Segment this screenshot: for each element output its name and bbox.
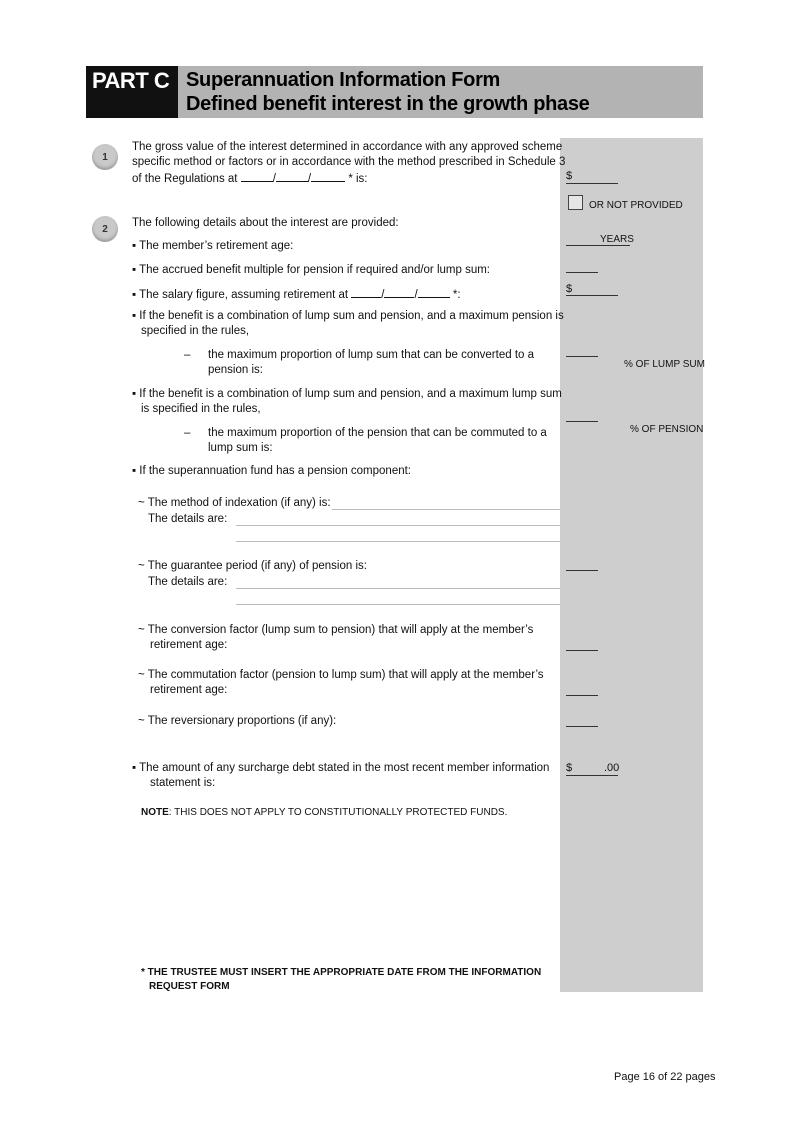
section-1-line2: specific method or factors or in accordance with the method prescribed in Schedule 3 bbox=[132, 156, 566, 168]
surcharge-line2: statement is: bbox=[150, 777, 216, 789]
section-2-intro: The following details about the interest are provided: bbox=[132, 217, 399, 229]
guarantee-details-label: The details are: bbox=[148, 576, 228, 588]
salary-dollar: $ bbox=[566, 283, 573, 295]
salary-date-month[interactable] bbox=[384, 286, 414, 298]
form-title bbox=[178, 66, 703, 118]
combo-lump-line1: ▪ If the benefit is a combination of lump sum and pension, and a maximum lump sum bbox=[132, 388, 562, 400]
date-day-field[interactable] bbox=[241, 170, 273, 182]
combo-lump-line2: is specified in the rules, bbox=[141, 403, 261, 415]
commutation-line1: ~ The commutation factor (pension to lump sum) that will apply at the member’s bbox=[138, 669, 544, 681]
salary-figure-label: ▪ The salary figure, assuming retirement at / / *: bbox=[132, 286, 461, 303]
surcharge-cents: .00 bbox=[604, 762, 620, 774]
retirement-age-field[interactable] bbox=[566, 245, 630, 246]
max-pension-line2: lump sum is: bbox=[208, 442, 273, 454]
section-1-line1: The gross value of the interest determined in accordance with any approved scheme bbox=[132, 141, 563, 153]
indexation-label: ~ The method of indexation (if any) is: bbox=[138, 497, 331, 509]
indexation-details-label: The details are: bbox=[148, 513, 228, 525]
max-lump-line1: the maximum proportion of lump sum that can be converted to a bbox=[208, 349, 534, 361]
conversion-line1: ~ The conversion factor (lump sum to pension) that will apply at the member’s bbox=[138, 624, 534, 636]
pension-component-label: ▪ If the superannuation fund has a pension component: bbox=[132, 465, 411, 477]
combo-pension-line1: ▪ If the benefit is a combination of lump sum and pension, and a maximum pension is bbox=[132, 310, 564, 322]
pct-pension-label: % OF PENSION bbox=[630, 424, 704, 435]
gross-value-field[interactable] bbox=[566, 183, 618, 184]
max-pension-field[interactable] bbox=[566, 421, 598, 422]
date-month-field[interactable] bbox=[276, 170, 308, 182]
guarantee-details-field-2[interactable] bbox=[236, 604, 560, 605]
salary-field[interactable] bbox=[566, 295, 618, 296]
reversionary-label: ~ The reversionary proportions (if any): bbox=[138, 715, 337, 727]
dash: – bbox=[184, 427, 191, 439]
indexation-field[interactable] bbox=[332, 509, 560, 510]
answer-column bbox=[560, 138, 703, 992]
gross-value-dollar: $ bbox=[566, 170, 573, 182]
accrued-multiple-label: ▪ The accrued benefit multiple for pension if required and/or lump sum: bbox=[132, 264, 490, 276]
footnote-line1: * THE TRUSTEE MUST INSERT THE APPROPRIATE DATE FROM THE INFORMATION bbox=[141, 967, 542, 978]
conversion-line2: retirement age: bbox=[150, 639, 228, 651]
reversionary-field[interactable] bbox=[566, 726, 598, 727]
date-year-field[interactable] bbox=[311, 170, 345, 182]
footnote-line2: REQUEST FORM bbox=[149, 981, 230, 992]
max-lump-field[interactable] bbox=[566, 356, 598, 357]
conversion-field[interactable] bbox=[566, 650, 598, 651]
surcharge-dollar: $ bbox=[566, 762, 573, 774]
salary-date-year[interactable] bbox=[418, 286, 450, 298]
max-lump-line2: pension is: bbox=[208, 364, 263, 376]
part-label: PART C bbox=[86, 66, 178, 118]
form-title-line2: Defined benefit interest in the growth phase bbox=[186, 93, 590, 115]
page-number: Page 16 of 22 pages bbox=[614, 1071, 716, 1083]
retirement-age-label: ▪ The member’s retirement age: bbox=[132, 240, 294, 252]
form-title-line1: Superannuation Information Form bbox=[186, 69, 501, 91]
combo-pension-line2: specified in the rules, bbox=[141, 325, 250, 337]
indexation-details-field-2[interactable] bbox=[236, 541, 560, 542]
not-provided-checkbox[interactable] bbox=[568, 195, 583, 210]
dash: – bbox=[184, 349, 191, 361]
indexation-details-field-1[interactable] bbox=[236, 525, 560, 526]
surcharge-field[interactable] bbox=[566, 775, 618, 776]
section-1-number: 1 bbox=[92, 144, 118, 170]
surcharge-line1: ▪ The amount of any surcharge debt stated in the most recent member information bbox=[132, 762, 550, 774]
salary-date-day[interactable] bbox=[351, 286, 381, 298]
guarantee-label: ~ The guarantee period (if any) of pension is: bbox=[138, 560, 367, 572]
section-1-line3: of the Regulations at / / * is: bbox=[132, 170, 367, 187]
guarantee-details-field-1[interactable] bbox=[236, 588, 560, 589]
guarantee-field[interactable] bbox=[566, 570, 598, 571]
commutation-field[interactable] bbox=[566, 695, 598, 696]
accrued-multiple-field[interactable] bbox=[566, 272, 598, 273]
note: NOTE: THIS DOES NOT APPLY TO CONSTITUTIONALLY PROTECTED FUNDS. bbox=[141, 807, 508, 818]
commutation-line2: retirement age: bbox=[150, 684, 228, 696]
pct-lump-sum-label: % OF LUMP SUM bbox=[624, 359, 705, 370]
not-provided-label: OR NOT PROVIDED bbox=[589, 200, 683, 211]
section-2-number: 2 bbox=[92, 216, 118, 242]
max-pension-line1: the maximum proportion of the pension that can be commuted to a bbox=[208, 427, 547, 439]
years-label: YEARS bbox=[600, 234, 634, 245]
